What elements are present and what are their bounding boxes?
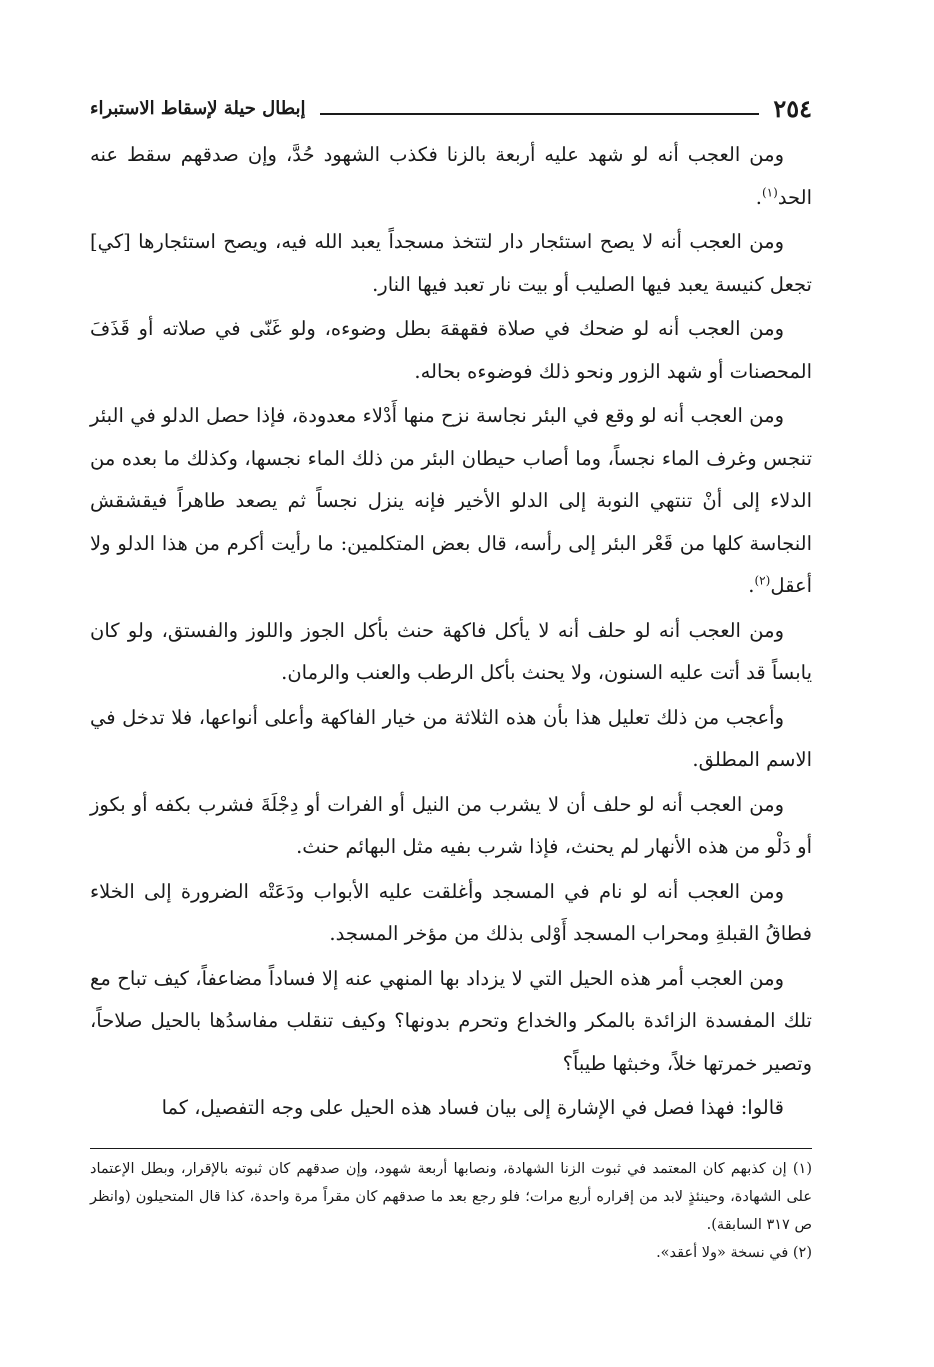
footnote-ref: (٢) xyxy=(754,573,771,588)
body-text xyxy=(90,134,812,1130)
paragraph xyxy=(90,784,812,869)
paragraph-tail: . xyxy=(755,185,762,209)
paragraph-text: قالوا: فهذا فصل في الإشارة إلى بيان فساد هذه الحيل على وجه التفصيل، كما xyxy=(161,1096,784,1119)
footnote-2: (٢) في نسخة «ولا أعقد». xyxy=(656,1244,812,1261)
footnote-ref: (١) xyxy=(761,185,778,199)
header-rule xyxy=(320,113,760,115)
paragraph-text: ومن العجب أنه لو ضحك في صلاة فقهقهَ بطل وضوءه، ولو غَنّى في صلاته أو قَذَفَ المحصنات أو شهد الزور ونحو ذلك فوضوءه بحاله. xyxy=(90,317,812,383)
paragraph xyxy=(90,958,812,1086)
paragraph xyxy=(90,134,812,219)
paragraph-text: ومن العجب أمر هذه الحيل التي لا يزداد بها المنهي عنه إلا فساداً مضاعفاً، كيف تباح مع تلك المفسدة الزائدة بالمكر والخداع وتحرم بدونها؟ وكيف تنقلب مفاسدُها بالحيل صلاحاً، وتصير خمرتها خلاً، وخبثها طيباً؟ xyxy=(90,966,812,1075)
paragraph xyxy=(90,1087,812,1130)
paragraph-text: ومن العجب أنه لو وقع في البئر نجاسة نزح منها أَدْلاء معدودة، فإذا حصل الدلو في البئر تنجس وغرف الماء نجساً، وما أصاب حيطان البئر من ذلك الماء نجسها، وكذلك ما بعده من الدلاء إلى أنْ تنتهي النوبة إلى الدلو الأخير فإنه ينزل نجساً ثم يصعد طاهراً فيقشقش النجاسة كلها من قَعْر البئر إلى رأسه، قال بعض المتكلمين: ما رأيت أكرم من هذا الدلو ولا أعقل xyxy=(90,404,812,597)
footnotes xyxy=(90,1155,812,1267)
paragraph xyxy=(90,308,812,393)
paragraph xyxy=(90,697,812,782)
paragraph-text: ومن العجب أنه لو حلف أن لا يشرب من النيل أو الفرات أو دِجْلَةَ فشرب بكفه أو بكوز أو دَلْو من هذه الأنهار لم يحنث، فإذا شرب بفيه مثل البهائم حنث. xyxy=(90,792,812,858)
paragraph-text: ومن العجب أنه لو شهد عليه أربعة بالزنا فكذب الشهود حُدَّ، وإن صدقهم سقط عنه الحد xyxy=(90,143,812,209)
book-title: إبطال حيلة لإسقاط الاستبراء xyxy=(90,98,306,119)
paragraph xyxy=(90,610,812,695)
paragraph-tail: . xyxy=(748,574,755,597)
paragraph-text: ومن العجب أنه لا يصح استئجار دار لتتخذ مسجداً يعبد الله فيه، ويصح استئجارها [كي] تجعل كنيسة يعبد فيها الصليب أو بيت نار تعبد فيها النار. xyxy=(90,230,812,296)
footnote-1: (١) إن كذبهم كان المعتمد في ثبوت الزنا الشهادة، ونصابها أربعة شهود، وإن صدقهم كان ثبوته بالإقرار، وبطل الإعتماد على الشهادة، وحينئذٍ لابد من إقراره أربع مرات؛ فلو رجع بعد ما صدقهم كان مقراً مرة واحدة، كذا قال المتحيلون (وانظر ص ٣١٧ السابقة). xyxy=(90,1160,812,1233)
paragraph xyxy=(90,395,812,608)
paragraph-text: ومن العجب أنه لو حلف أنه لا يأكل فاكهة حنث بأكل الجوز واللوز والفستق، ولو كان يابساً قد أتت عليه السنون، ولا يحنث بأكل الرطب والعنب والرمان. xyxy=(90,618,812,684)
paragraph xyxy=(90,221,812,306)
paragraph-text: وأعجب من ذلك تعليل هذا بأن هذه الثلاثة من خيار الفاكهة وأعلى أنواعها، فلا تدخل في الاسم المطلق. xyxy=(90,705,812,771)
footnote-divider xyxy=(90,1148,812,1149)
paragraph-text: ومن العجب أنه لو نام في المسجد وأغلقت عليه الأبواب ودَعَتْه الضرورة إلى الخلاء فطاقُ القبلةِ ومحراب المسجد أَوْلى بذلك من مؤخر المسجد. xyxy=(90,879,812,945)
page xyxy=(90,88,812,1267)
page-number: ٢٥٤ xyxy=(773,94,812,123)
paragraph xyxy=(90,871,812,956)
running-header xyxy=(90,88,812,124)
